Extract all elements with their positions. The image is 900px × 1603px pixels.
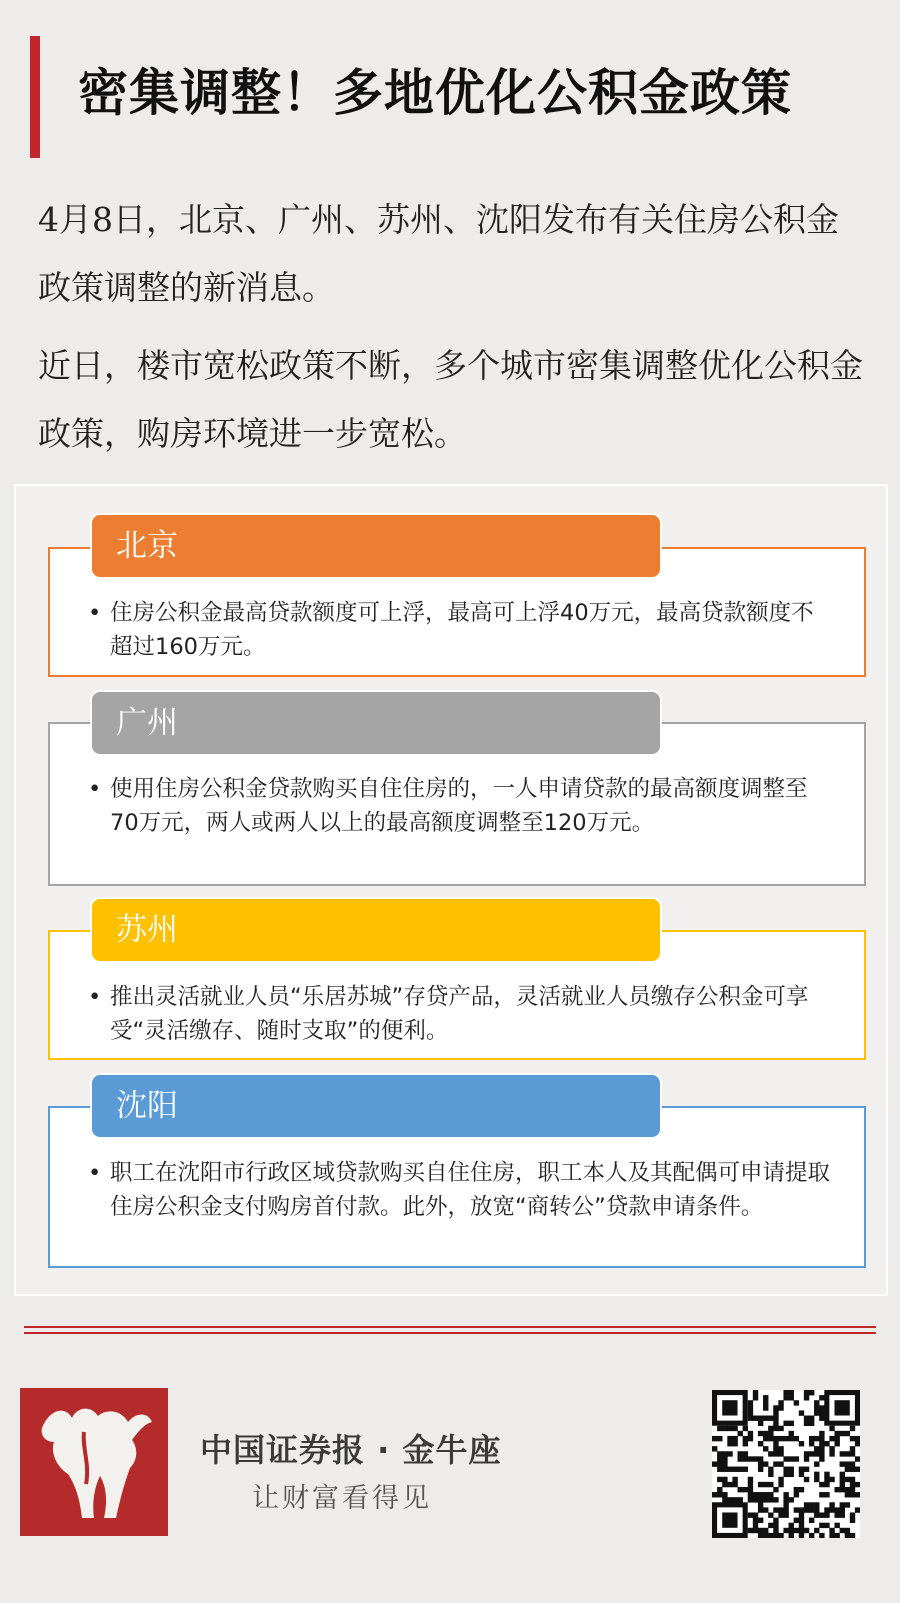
bullet-icon: •	[88, 600, 102, 626]
policy-text: 职工在沈阳市行政区域贷款购买自住住房，职工本人及其配偶可申请提取住房公积金支付购房首付款。此外，放宽“商转公”贷款申请条件。	[110, 1160, 831, 1220]
city-tab-beijing: 北京	[90, 513, 662, 579]
qr-code-icon	[712, 1390, 860, 1538]
city-policy-beijing	[88, 596, 830, 664]
brand-name: 中国证券报 · 金牛座	[200, 1431, 502, 1469]
city-tab-guangzhou: 广州	[90, 690, 662, 756]
city-policy-guangzhou	[88, 772, 830, 840]
policy-text: 推出灵活就业人员“乐居苏城”存贷产品，灵活就业人员缴存公积金可享受“灵活缴存、随时支取”的便利。	[110, 984, 809, 1044]
footer-divider	[24, 1332, 876, 1334]
city-tab-suzhou: 苏州	[90, 897, 662, 963]
intro-paragraph-2: 近日，楼市宽松政策不断，多个城市密集调整优化公积金政策，购房环境进一步宽松。	[38, 346, 863, 453]
city-policy-suzhou	[88, 980, 830, 1048]
title-accent-bar	[30, 36, 40, 158]
bullet-icon: •	[88, 984, 102, 1010]
policy-text: 住房公积金最高贷款额度可上浮，最高可上浮40万元，最高贷款额度不超过160万元。	[110, 600, 814, 660]
bullet-icon: •	[88, 1160, 102, 1186]
page-title: 密集调整！多地优化公积金政策	[78, 64, 792, 122]
footer-divider	[24, 1326, 876, 1328]
city-tab-shenyang: 沈阳	[90, 1073, 662, 1139]
intro-paragraph-1: 4月8日，北京、广州、苏州、沈阳发布有关住房公积金政策调整的新消息。	[38, 200, 839, 307]
city-policy-shenyang	[88, 1156, 831, 1224]
bullet-icon: •	[88, 776, 102, 802]
brand-slogan: 让财富看得见	[252, 1483, 432, 1514]
policy-text: 使用住房公积金贷款购买自住住房的，一人申请贷款的最高额度调整至70万元，两人或两人以上的最高额度调整至120万元。	[110, 776, 808, 836]
bull-logo-icon	[20, 1388, 168, 1536]
